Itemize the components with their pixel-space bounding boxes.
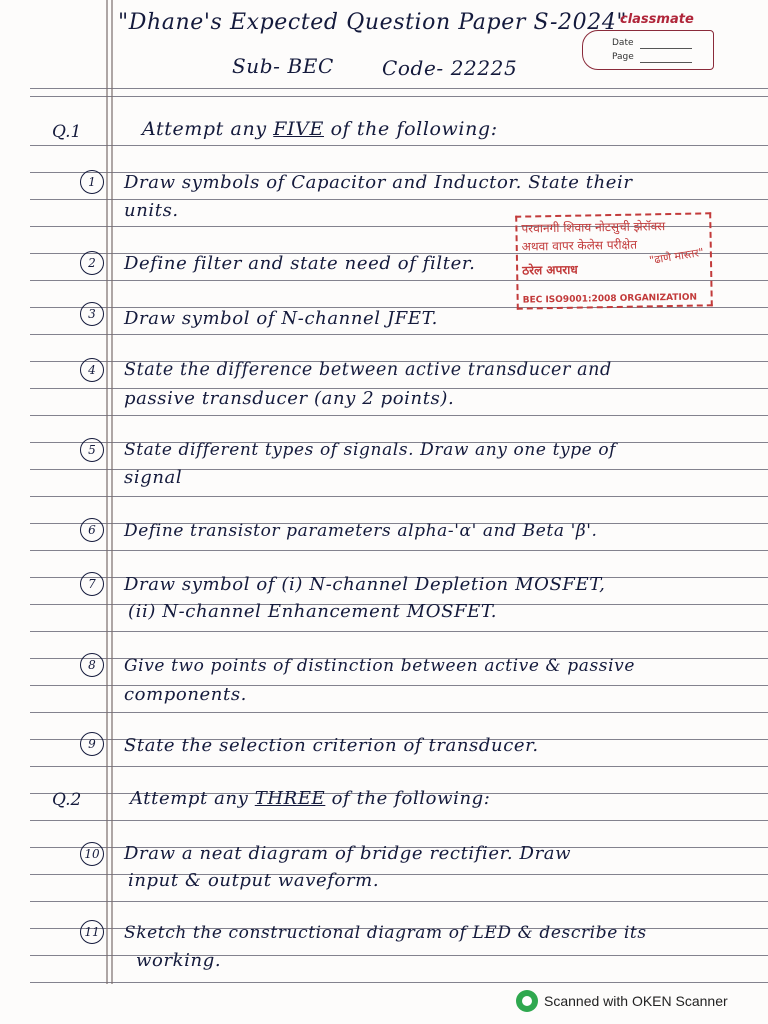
question-number: 6 bbox=[80, 518, 104, 542]
date-line bbox=[640, 48, 692, 49]
scanner-watermark bbox=[516, 990, 728, 1012]
ruled-line bbox=[30, 496, 768, 497]
heading-text: Attempt any bbox=[142, 118, 274, 140]
question-line: units. bbox=[124, 200, 179, 221]
subject-code: Code- 22225 bbox=[382, 56, 518, 80]
ruled-line bbox=[30, 901, 768, 902]
ruled-line bbox=[30, 982, 768, 983]
ruled-line bbox=[30, 712, 768, 713]
question-line: working. bbox=[136, 950, 222, 971]
margin-line bbox=[106, 0, 108, 984]
ruled-line bbox=[30, 334, 768, 335]
stamp-line: परवानगी शिवाय नोटसुची झेरॉक्स bbox=[521, 219, 666, 236]
page-line bbox=[640, 62, 692, 63]
ruled-line bbox=[30, 550, 768, 551]
question-number: 2 bbox=[80, 251, 104, 275]
page-label: Page bbox=[612, 52, 634, 62]
section-label: Q.1 bbox=[52, 122, 82, 142]
question-number: 11 bbox=[80, 920, 104, 944]
question-line: Draw a neat diagram of bridge rectifier. Draw bbox=[124, 843, 572, 864]
question-number: 8 bbox=[80, 653, 104, 677]
question-line: State the selection criterion of transducer. bbox=[124, 735, 539, 756]
question-number: 4 bbox=[80, 358, 104, 382]
question-number: 3 bbox=[80, 302, 104, 326]
paper-title: "Dhane's Expected Question Paper S-2024" bbox=[118, 10, 628, 35]
section-label: Q.2 bbox=[52, 790, 82, 810]
question-line: Draw symbol of (i) N-channel Depletion MOSFET, bbox=[124, 574, 606, 595]
subject: Sub- BEC bbox=[232, 54, 334, 78]
heading-text: Attempt any bbox=[130, 788, 255, 809]
heading-keyword: FIVE bbox=[273, 118, 324, 140]
section-heading bbox=[130, 788, 490, 809]
scanner-text: Scanned with OKEN Scanner bbox=[544, 993, 728, 1009]
question-number: 7 bbox=[80, 572, 104, 596]
heading-text: of the following: bbox=[323, 118, 498, 140]
ruled-line bbox=[30, 631, 768, 632]
ruled-line bbox=[30, 415, 768, 416]
margin-line bbox=[111, 0, 113, 984]
date-label: Date bbox=[612, 38, 634, 48]
question-line: State different types of signals. Draw any one type of bbox=[124, 440, 617, 460]
stamp-line: BEC ISO9001:2008 ORGANIZATION bbox=[522, 292, 698, 306]
heading-text: of the following: bbox=[325, 788, 491, 809]
question-number: 5 bbox=[80, 438, 104, 462]
question-line: Draw symbol of N-channel JFET. bbox=[124, 308, 438, 329]
question-number: 10 bbox=[80, 842, 104, 866]
stamp-line: ठरेल अपराध bbox=[522, 262, 578, 278]
question-line: Define filter and state need of filter. bbox=[124, 253, 476, 274]
question-line: State the difference between active transducer and bbox=[124, 360, 612, 380]
question-line: passive transducer (any 2 points). bbox=[124, 388, 455, 409]
question-number: 1 bbox=[80, 170, 104, 194]
stamp-line: अथवा वापर केलेस परीक्षेत bbox=[521, 237, 638, 254]
ruled-line bbox=[30, 88, 768, 89]
question-line: (ii) N-channel Enhancement MOSFET. bbox=[128, 601, 498, 622]
ruled-line bbox=[30, 145, 768, 146]
ruled-line bbox=[30, 820, 768, 821]
question-line: Draw symbols of Capacitor and Inductor. State their bbox=[124, 172, 633, 193]
date-page-box bbox=[582, 30, 714, 70]
copyright-stamp bbox=[515, 212, 713, 309]
question-line: input & output waveform. bbox=[128, 870, 380, 891]
question-line: components. bbox=[124, 684, 247, 705]
question-line: signal bbox=[124, 467, 183, 488]
question-line: Sketch the constructional diagram of LED & describe its bbox=[124, 923, 647, 943]
heading-keyword: THREE bbox=[254, 788, 326, 809]
ruled-line bbox=[30, 766, 768, 767]
question-line: Define transistor parameters alpha-'α' and Beta 'β'. bbox=[124, 521, 598, 541]
stamp-line: "ढाणे मास्तर" bbox=[648, 245, 705, 268]
brand-logo: classmate bbox=[620, 12, 694, 27]
question-line: Give two points of distinction between active & passive bbox=[124, 656, 636, 676]
section-heading bbox=[142, 118, 498, 140]
question-number: 9 bbox=[80, 732, 104, 756]
ruled-line bbox=[30, 96, 768, 97]
scanner-logo-icon bbox=[516, 990, 538, 1012]
